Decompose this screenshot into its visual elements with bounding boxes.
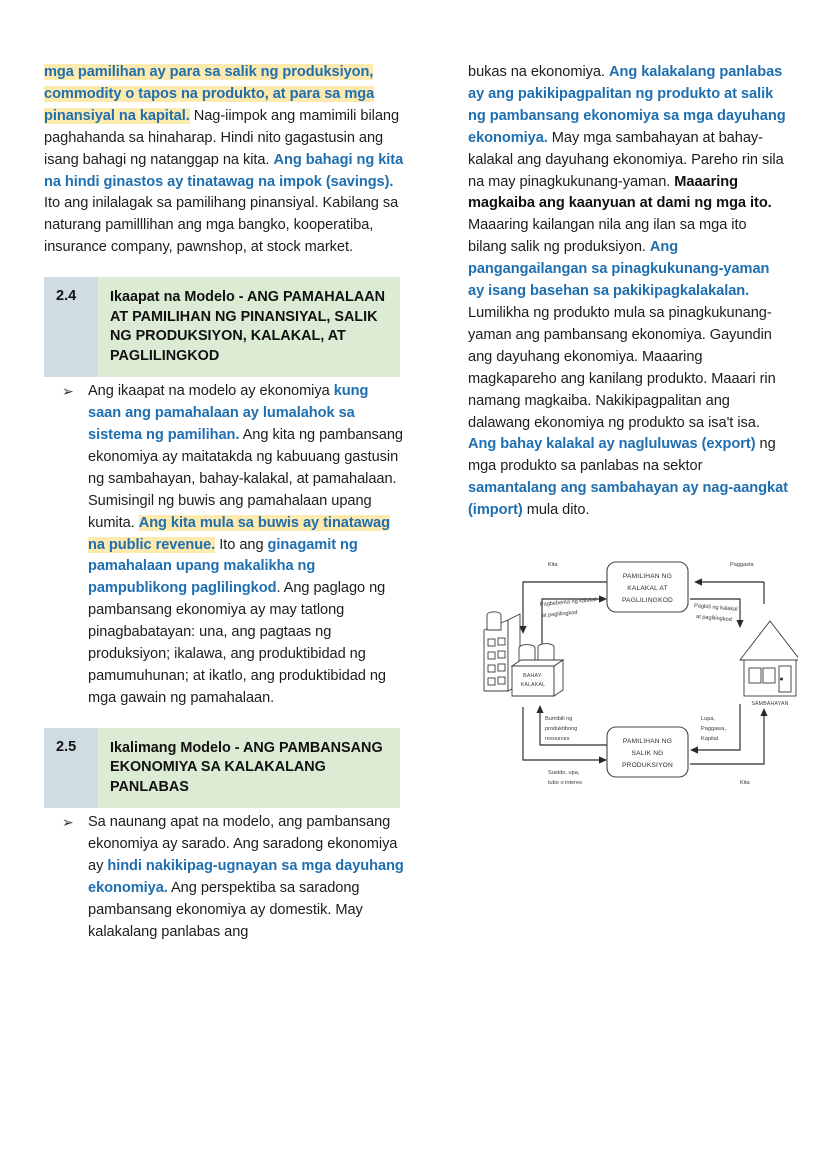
firm-label-line2: KALAKAL [520, 682, 546, 689]
section-title: Ikaapat na Modelo - ANG PAMAHALAAN AT PAMILIHAN NG PINANSIYAL, SALIK NG PRODUKSIYON, KALAKAL, AT PAGLILINGKOD [98, 277, 400, 377]
run-blue-highlight: mga pamilihan ay para sa salik ng produksiyon, commodity o tapos na produkto, at para sa mga pinansiyal na kapital. [44, 64, 375, 124]
bullet-paragraph [88, 381, 404, 710]
label-pagbili-line2: at paglilingkod [695, 614, 732, 624]
arrow-bullet-icon: ➢ [62, 383, 74, 400]
left-column [44, 62, 404, 944]
box-factor-market-line3: PRODUKSIYON [622, 762, 673, 770]
run-plain: . Ang paglago ng pambansang ekonomiya ay may tatlong pinagbabatayan: una, ang pagtaas ng produksiyon; ikalawa, ang produktibidad ng pamumuhunan; at ikatlo, ang produktibidad ng mga gawain ng pamahalaan. [88, 580, 386, 706]
label-lupa-line1: Lupa, [701, 716, 715, 723]
section-title: Ikalimang Modelo - ANG PAMBANSANG EKONOMIYA SA KALAKALANG PANLABAS [98, 728, 400, 809]
run-blue: ginagamit ng pamahalaan upang makalikha ng pampublikong paglilingkod [88, 536, 358, 597]
label-bumibili-line2: produktibong [545, 726, 578, 733]
label-pagbili-line1: Pagbili ng kalakal [693, 603, 738, 613]
run-plain: bukas na ekonomiya. [468, 64, 609, 80]
arrowhead [694, 578, 702, 585]
arrowhead [736, 620, 743, 628]
label-pagbebenta-line2: at paglilingkod [541, 609, 578, 620]
label-lupa-line2: Paggawa, [701, 726, 726, 733]
flow-sueldo-line [523, 707, 601, 760]
box-product-market-line3: PAGLILINGKOD [621, 597, 674, 605]
paragraph-kalakalang-panlabas [468, 62, 788, 522]
run-blue: kung saan ang pamahalaan ay lumalahok sa sistema ng pamilihan. [88, 383, 369, 443]
run-plain: Ang ikaapat na modelo ay ekonomiya [88, 383, 334, 400]
section-number: 2.5 [44, 728, 98, 809]
label-lupa-line3: Kapital [701, 736, 719, 743]
run-blue: Ang pangangailangan sa pinagkukunang-yaman ay isang basehan sa pakikipagkalakalan. [468, 239, 770, 300]
label-paggasta: Paggasta [730, 562, 754, 569]
arrowhead [599, 756, 607, 763]
label-kita-bottom-right: Kita [740, 780, 750, 787]
run-plain: Nag-iimpok ang mamimili bilang paghahanda sa hinaharap. Hindi nito gagastusin ang isang bahagi ng natanggap na kita. [44, 107, 400, 168]
run-blue: hindi nakikipag-ugnayan sa mga dayuhang ekonomiya. [88, 858, 404, 896]
run-plain: May mga sambahayan at bahay-kalakal ang dayuhang ekonomiya. Pareho rin sila na may pinagkukunang-yaman. [468, 129, 784, 190]
box-factor-market-line2: SALIK NG [631, 750, 664, 758]
box-factor-market-line1: PAMILIHAN NG [622, 738, 673, 746]
household-house-icon [740, 621, 798, 707]
label-bumibili-line3: resources [545, 736, 570, 743]
label-sueldo-line2: tubo o interes [548, 780, 582, 787]
run-plain: Ang perspektiba sa saradong pambansang ekonomiya ay domestik. May kalakalang panlabas ang [88, 879, 363, 940]
box-product-market-line2: KALAKAL AT [627, 585, 668, 593]
run-plain: Lumilikha ng produkto mula sa pinagkukunang-yaman ang pambansang ekonomiya. Gayundin ang dayuhang ekonomiya. Maaaring magkapareho ang kanilang produkto. Maaari rin namang magkaiba. Nakikipagpalitan ang dalawang ekonomiya ng produkto sa isa't isa. [468, 304, 776, 431]
arrowhead [760, 708, 767, 716]
arrowhead [536, 705, 543, 713]
bullet-block-2-4 [44, 381, 404, 710]
run-plain: Ito ang inilalagak sa pamilihang pinansiyal. Kabilang sa naturang pamilllihan ang mga bangko, kooperatiba, insurance company, pawnshop, at stock market. [44, 195, 399, 256]
firm-label-line1: BAHAY- [523, 673, 543, 680]
arrowhead [690, 746, 698, 753]
section-heading-2-5 [44, 728, 400, 809]
arrowhead [519, 626, 526, 634]
run-blue: Ang bahagi ng kita na hindi ginastos ay tinatawag na impok (savings). [44, 151, 404, 190]
run-black-bold: Maaaring magkaiba ang kaanyuan at dami ng mga ito. [468, 173, 772, 212]
section-heading-2-4 [44, 277, 400, 377]
two-column-layout [0, 62, 828, 944]
arrowhead [599, 595, 607, 602]
label-bumibili-line1: Bumibili ng [545, 716, 573, 723]
run-plain: Ang kita ng pambansang ekonomiya ay maitatakda ng kabuuang gastusin ng sambahayan, bahay-kalakal, at pamahalaan. Sumisingil ng buwis ang pamahalaan upang kumita. [88, 426, 403, 531]
label-kita-top-left: Kita [548, 562, 558, 569]
run-blue: Ang bahay kalakal ay nagluluwas (export) [468, 436, 756, 453]
run-plain: Maaaring kailangan nila ang ilan sa mga ito bilang salik ng produksiyon. [468, 217, 747, 256]
label-sueldo-line1: Sueldo, upa, [548, 770, 580, 777]
section-number: 2.4 [44, 277, 98, 377]
run-plain: Ito ang [215, 536, 268, 553]
bullet-block-2-5 [44, 812, 404, 943]
paragraph-continued-savings [44, 62, 404, 259]
bullet-paragraph [88, 812, 404, 943]
run-blue: samantalang ang sambahayan ay nag-aangkat (import) [468, 480, 788, 519]
circular-flow-diagram [468, 544, 798, 806]
run-plain: Sa naunang apat na modelo, ang pambansang ekonomiya ay sarado. Ang saradong ekonomiya ay [88, 814, 398, 875]
label-pagbebenta-line1: Pagbebenta ng kalakal [539, 597, 597, 609]
household-label: SAMBAHAYAN [751, 701, 789, 708]
run-plain: ng mga produkto sa panlabas na sektor [468, 436, 776, 475]
arrow-bullet-icon: ➢ [62, 814, 74, 831]
right-column [468, 62, 788, 944]
run-plain: mula dito. [522, 502, 590, 519]
run-blue: Ang kalakalang panlabas ay ang pakikipagpalitan ng produkto at salik ng pambansang ekonomiya sa mga dayuhang ekonomiya. [468, 64, 786, 146]
run-blue-highlight: Ang kita mula sa buwis ay tinatawag na public revenue. [88, 514, 390, 553]
box-product-market-line1: PAMILIHAN NG [622, 573, 673, 581]
